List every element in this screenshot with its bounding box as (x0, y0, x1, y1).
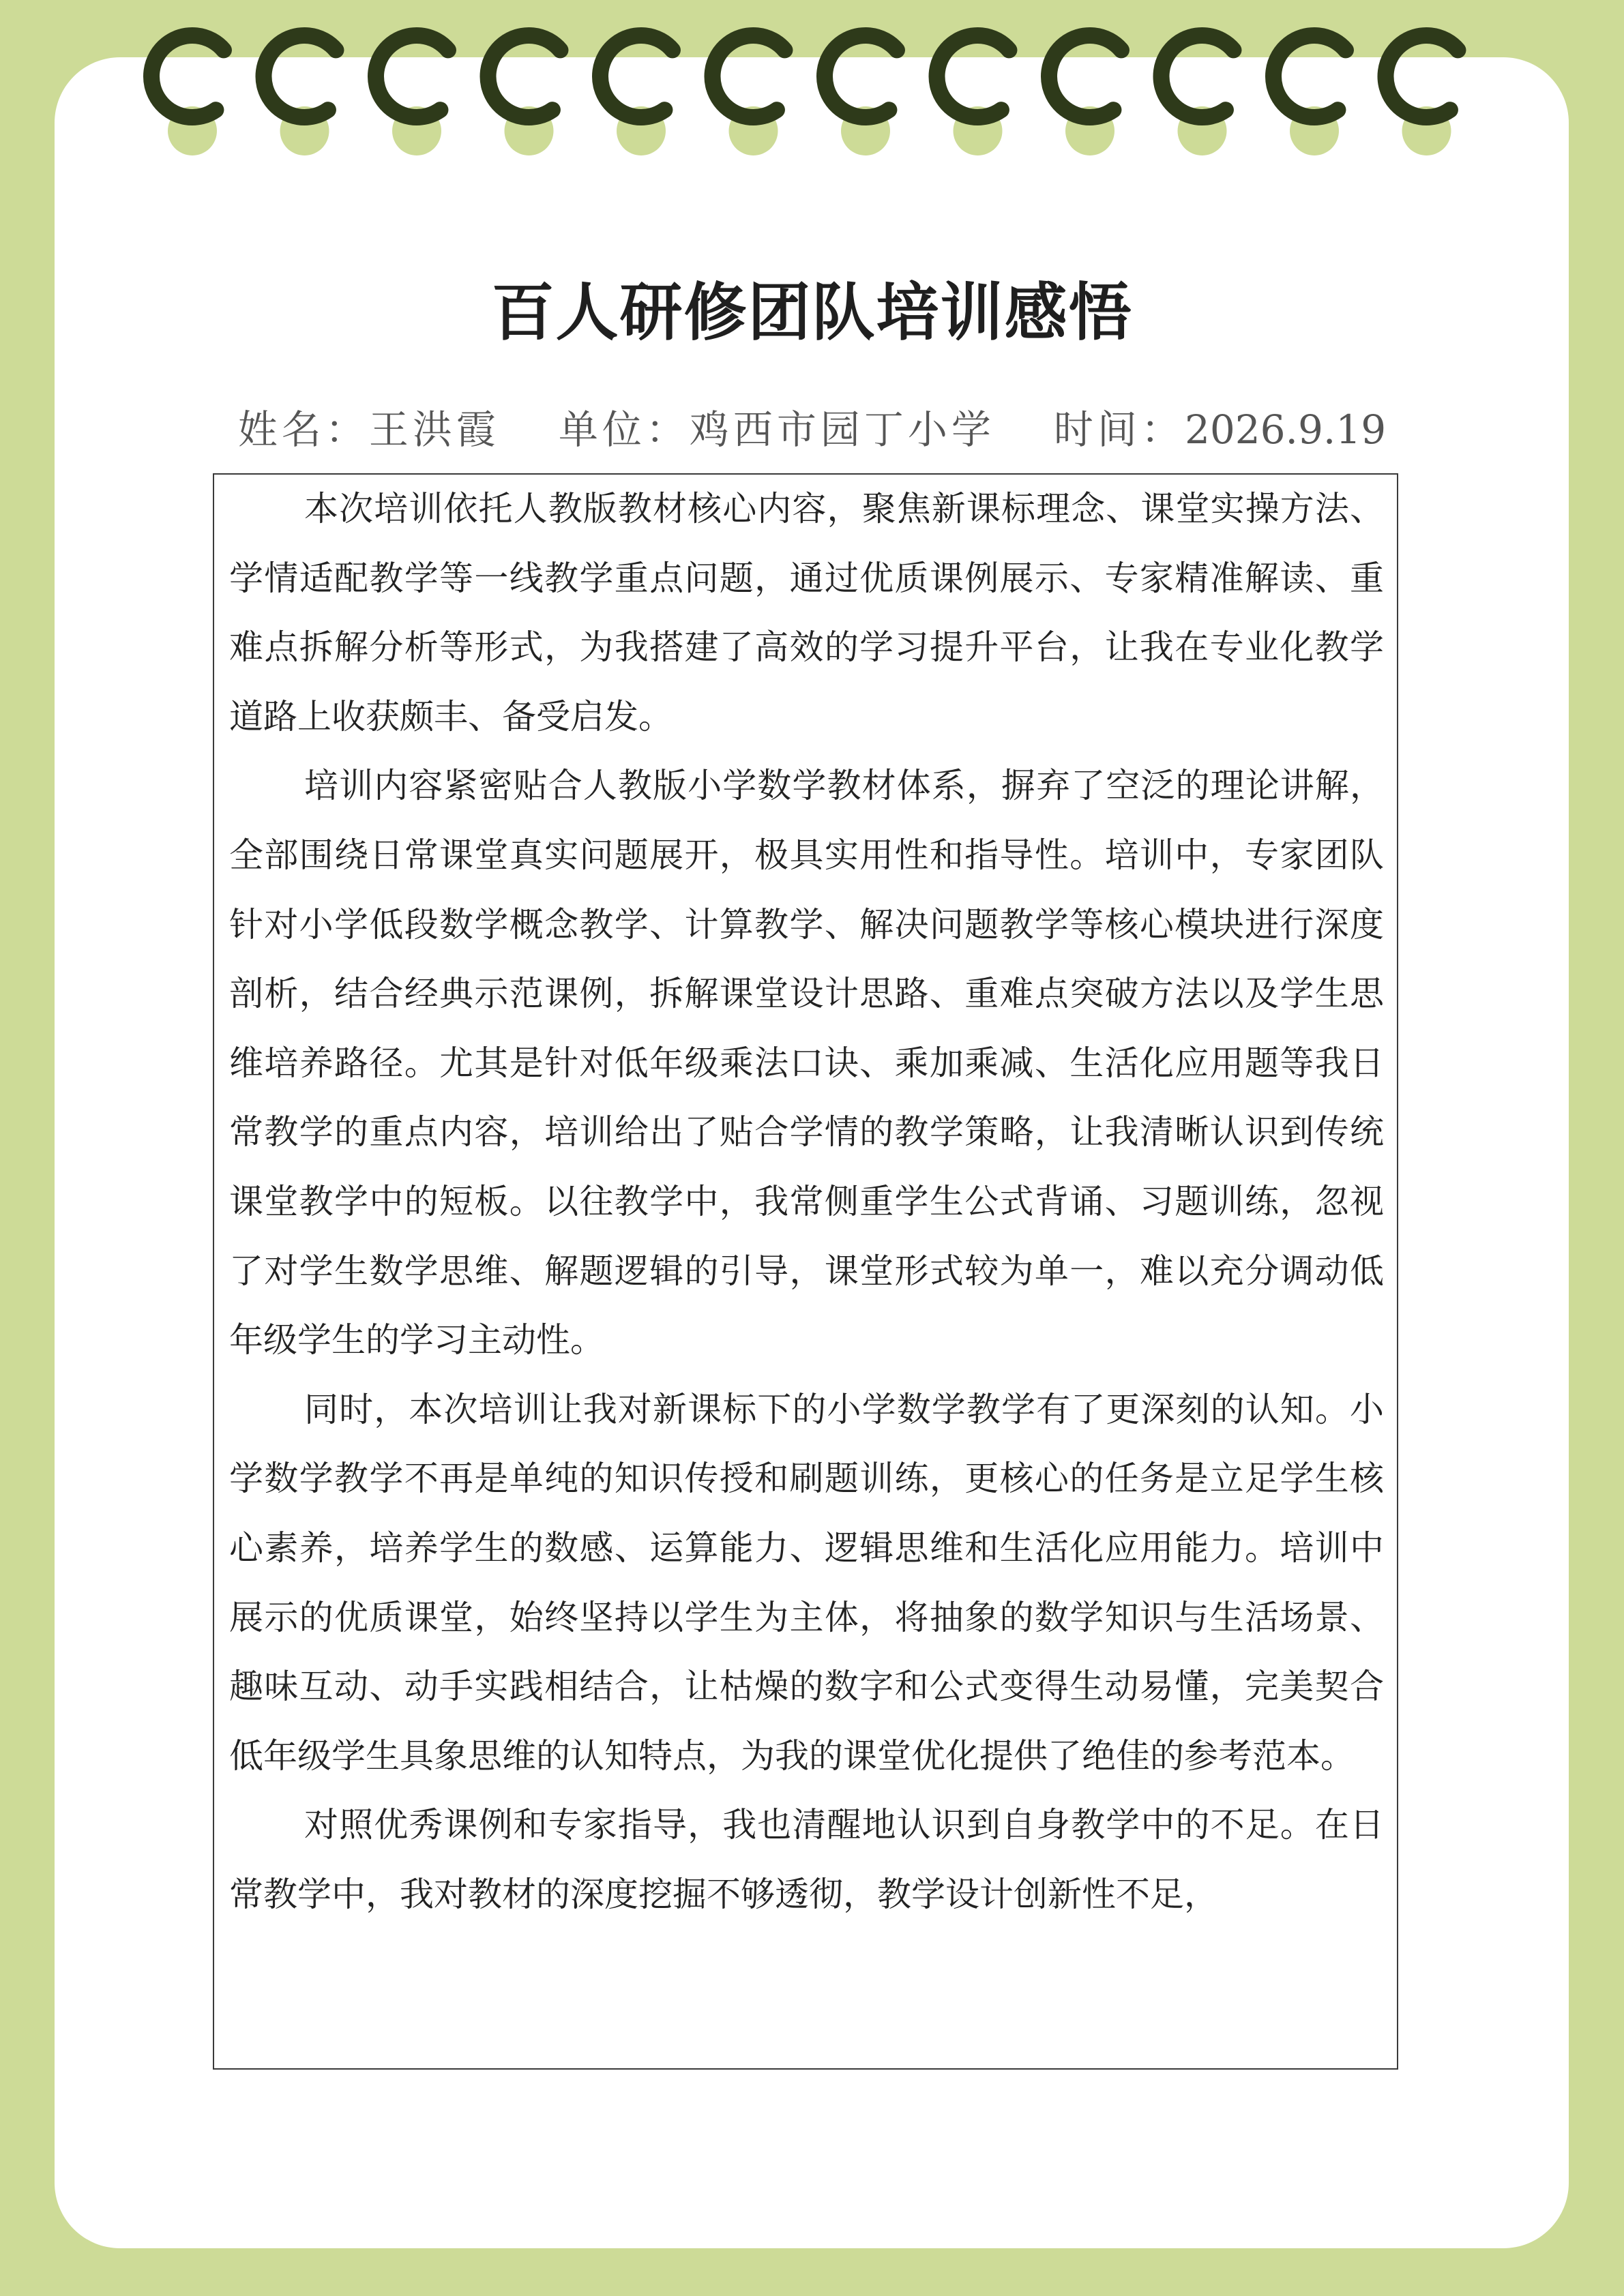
paragraph: 本次培训依托人教版教材核心内容，聚焦新课标理念、课堂实操方法、学情适配教学等一线教学重点问题，通过优质课例展示、专家精准解读、重难点拆解分析等形式，为我搭建了高效的学习提升平台，让我在专业化教学道路上收获颇丰、备受启发。 (229, 489, 1384, 736)
essay-frame (213, 473, 1398, 2070)
paragraph: 培训内容紧密贴合人教版小学数学教材体系，摒弃了空泛的理论讲解，全部围绕日常课堂真实问题展开，极具实用性和指导性。培训中，专家团队针对小学低段数学概念教学、计算教学、解决问题教学等核心模块进行深度剖析，结合经典示范课例，拆解课堂设计思路、重难点突破方法以及学生思维培养路径。尤其是针对低年级乘法口诀、乘加乘减、生活化应用题等我日常教学的重点内容，培训给出了贴合学情的教学策略，让我清晰认识到传统课堂教学中的短板。以往教学中，我常侧重学生公式背诵、习题训练，忽视了对学生数学思维、解题逻辑的引导，课堂形式较为单一，难以充分调动低年级学生的学习主动性。 (229, 766, 1384, 1360)
page-title: 百人研修团队培训感悟 (491, 275, 1133, 349)
binding-ring (713, 35, 785, 117)
binding-ring (600, 35, 673, 117)
binding-ring (1049, 35, 1121, 117)
binding-ring (937, 35, 1009, 117)
name-label: 姓名： (237, 406, 369, 453)
binding-ring (488, 35, 561, 117)
time-value: 2026.9.19 (1184, 406, 1387, 453)
binding-ring (825, 35, 897, 117)
essay-body (229, 475, 1384, 1929)
binding-ring (264, 35, 336, 117)
binding-ring (376, 35, 448, 117)
binding-ring (1273, 35, 1346, 117)
paragraph: 同时，本次培训让我对新课标下的小学数学教学有了更深刻的认知。小学数学教学不再是单纯的知识传授和刷题训练，更核心的任务是立足学生核心素养，培养学生的数感、运算能力、逻辑思维和生活化应用能力。培训中展示的优质课堂，始终坚持以学生为主体，将抽象的数学知识与生活场景、趣味互动、动手实践相结合，让枯燥的数字和公式变得生动易懂，完美契合低年级学生具象思维的认知特点，为我的课堂优化提供了绝佳的参考范本。 (229, 1389, 1384, 1776)
paragraph: 对照优秀课例和专家指导，我也清醒地认识到自身教学中的不足。在日常教学中，我对教材的深度挖掘不够透彻，教学设计创新性不足， (229, 1805, 1384, 1914)
name-value: 王洪霞 (368, 406, 500, 453)
spiral-binding (0, 0, 1624, 164)
binding-ring (1386, 35, 1458, 117)
author-info (0, 402, 1624, 457)
binding-ring (1162, 35, 1234, 117)
binding-ring (151, 35, 224, 117)
unit-label: 单位： (558, 406, 690, 453)
unit-value: 鸡西市园丁小学 (689, 406, 995, 453)
time-label: 时间： (1053, 406, 1185, 453)
